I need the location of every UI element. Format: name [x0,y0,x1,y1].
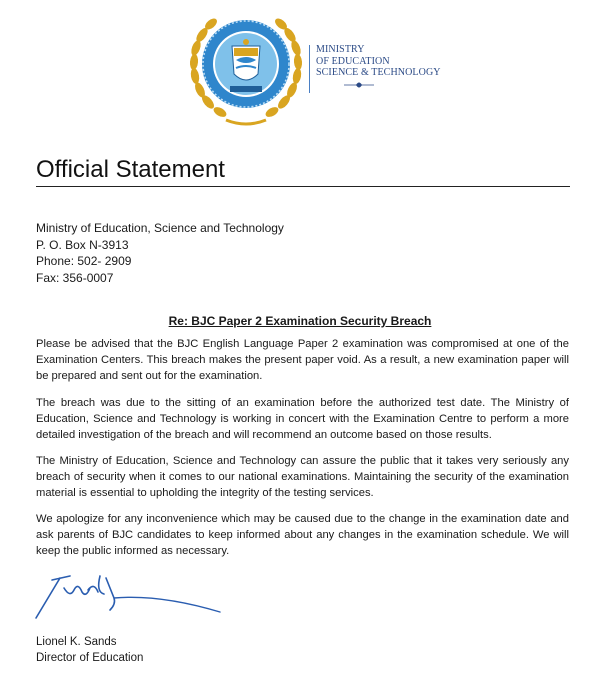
subject-heading: Re: BJC Paper 2 Examination Security Breach [168,314,432,328]
ministry-name-line: MINISTRY [316,44,365,55]
page-title: Official Statement [36,156,225,183]
letterhead [0,0,600,140]
signatory-title: Director of Education [36,652,144,664]
ornament-icon [344,80,374,90]
handwritten-signature-icon [30,568,230,624]
ministry-name-line: OF EDUCATION [316,55,390,67]
signatory-name: Lionel K. Sands [36,636,117,648]
title-divider [36,186,570,187]
body-paragraph: Please be advised that the BJC English Language Paper 2 examination was compromised at one of the Examination Centers. This breach makes the present paper void. As a result, a new examination paper will be prepared and sent out for the examination. [36,338,569,382]
ministry-name [316,44,441,79]
letterhead-divider [309,45,310,93]
body-paragraph: The Ministry of Education, Science and Technology can assure the public that it takes very seriously any breach of security when it comes to our national examinations. Maintaining the security of the examination material is essential to upholding the integrity of the testing services. [36,455,569,499]
address-line: Fax: 356-0007 [36,270,114,285]
address-line: Ministry of Education, Science and Technology [36,221,284,235]
address-line: Phone: 502- 2909 [36,254,132,268]
ministry-name-line: SCIENCE & TECHNOLOGY [316,67,441,78]
address-block [36,220,284,286]
body-paragraph: The breach was due to the sitting of an examination before the authorized test date. The Ministry of Education, Science and Technology is working in concert with the Examination Centre to perform a more detailed investigation of the breach and will recommend an outcome based on those results. [36,397,569,441]
address-line: P. O. Box N-3913 [36,237,129,252]
body-paragraph: We apologize for any inconvenience which may be caused due to the change in the examination date and ask parents of BJC candidates to keep informed about any changes in the examination schedule. We will keep the public informed as necessary. [36,513,569,557]
ministry-crest-icon [186,2,306,130]
